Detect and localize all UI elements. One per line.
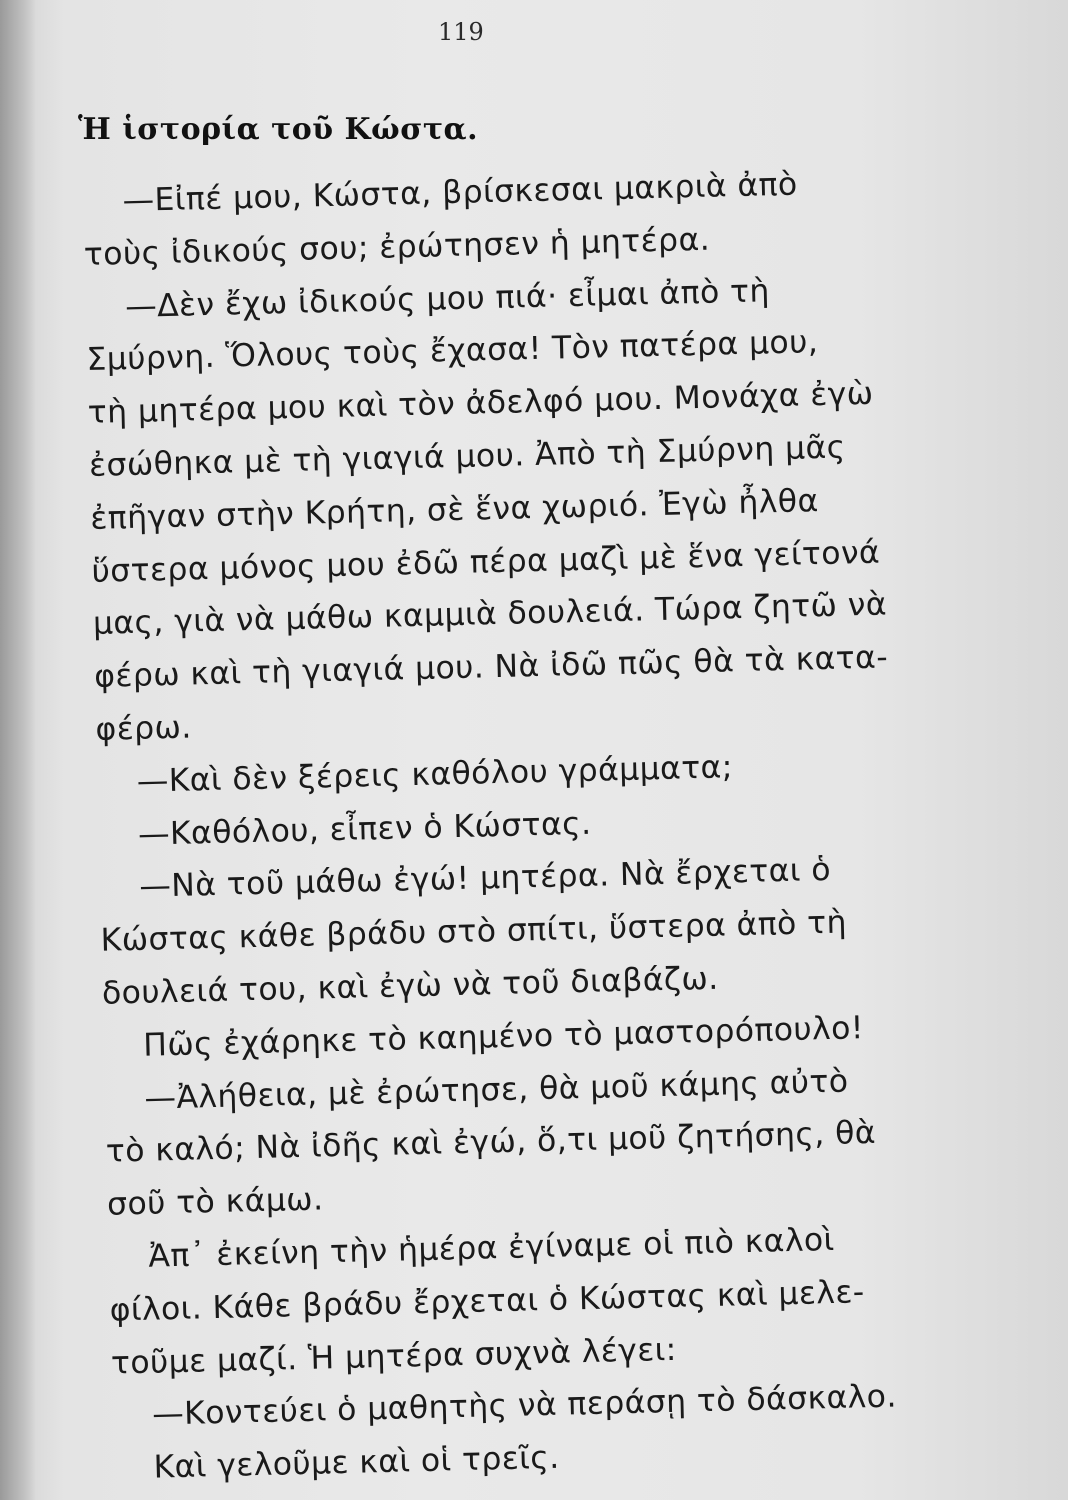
text-line: Πῶς ἐχάρηκε τὸ καημένο τὸ μαστορόπουλο!	[142, 1009, 865, 1064]
text-line: τὴ μητέρα μου καὶ τὸν ἀδελφό μου. Μονάχα ἐγὼ	[87, 375, 874, 432]
text-line: —Ἀλήθεια, μὲ ἐρώτησε, θὰ μοῦ κάμης αὐτὸ	[144, 1063, 849, 1117]
story-heading: Ἡ ἱστορία τοῦ Κώστα.	[78, 112, 479, 147]
text-line: ἐσώθηκα μὲ τὴ γιαγιά μου. Ἀπὸ τὴ Σμύρνη μᾶς	[88, 429, 846, 484]
text-line: τοῦμε μαζί. Ἡ μητέρα συχνὰ λέγει:	[110, 1331, 678, 1382]
text-line: φέρω καὶ τὴ γιαγιά μου. Νὰ ἰδῶ πῶς θὰ τὰ κατα-	[93, 639, 889, 696]
text-line: τοὺς ἰδικούς σου; ἐρώτησεν ἡ μητέρα.	[83, 221, 711, 273]
text-line: σοῦ τὸ κάμω.	[106, 1181, 324, 1223]
text-line: —Καὶ δὲν ξέρεις καθόλου γράμματα;	[136, 749, 734, 800]
text-line: —Κοντεύει ὁ μαθητὴς νὰ περάσῃ τὸ δάσκαλο.	[151, 1378, 898, 1433]
text-line: —Νὰ τοῦ μάθω ἐγώ! μητέρα. Νὰ ἔρχεται ὁ	[138, 852, 832, 906]
text-line: ἐπῆγαν στὴν Κρήτη, σὲ ἕνα χωριό. Ἐγὼ ἦλθα	[89, 482, 820, 537]
text-line: Ἀπ᾿ ἐκείνη τὴν ἡμέρα ἐγίναμε οἱ πιὸ καλοὶ	[147, 1221, 836, 1275]
text-line: δουλειά του, καὶ ἐγὼ νὰ τοῦ διαβάζω.	[101, 960, 720, 1012]
story-body	[82, 156, 944, 1496]
text-line: ὕστερα μόνος μου ἐδῶ πέρα μαζὶ μὲ ἕνα γείτονά	[91, 534, 881, 590]
text-line: τὸ καλό; Νὰ ἰδῆς καὶ ἐγώ, ὅ,τι μοῦ ζητήσης, θὰ	[105, 1115, 877, 1171]
text-line: φέρω.	[95, 709, 193, 748]
book-spine-shadow	[0, 0, 36, 1500]
text-line: —Καθόλου, εἶπεν ὁ Κώστας.	[137, 805, 592, 853]
text-line: —Εἰπέ μου, Κώστα, βρίσκεσαι μακριὰ ἀπὸ	[122, 166, 798, 220]
text-line: Καὶ γελοῦμε καὶ οἱ τρεῖς.	[153, 1439, 560, 1486]
text-line: φίλοι. Κάθε βράδυ ἔρχεται ὁ Κώστας καὶ μελε-	[109, 1273, 865, 1329]
text-line: μας, γιὰ νὰ μάθω καμμιὰ δουλειά. Τώρα ζητῶ νὰ	[92, 586, 888, 643]
text-line: Σμύρνη. Ὅλους τοὺς ἔχασα! Τὸν πατέρα μου,	[86, 324, 819, 379]
text-line: —Δὲν ἔχω ἰδικούς μου πιά· εἶμαι ἀπὸ τὴ	[124, 272, 771, 325]
page-number: 119	[438, 18, 484, 46]
text-line: Κώστας κάθε βράδυ στὸ σπίτι, ὕστερα ἀπὸ τὴ	[100, 904, 848, 959]
